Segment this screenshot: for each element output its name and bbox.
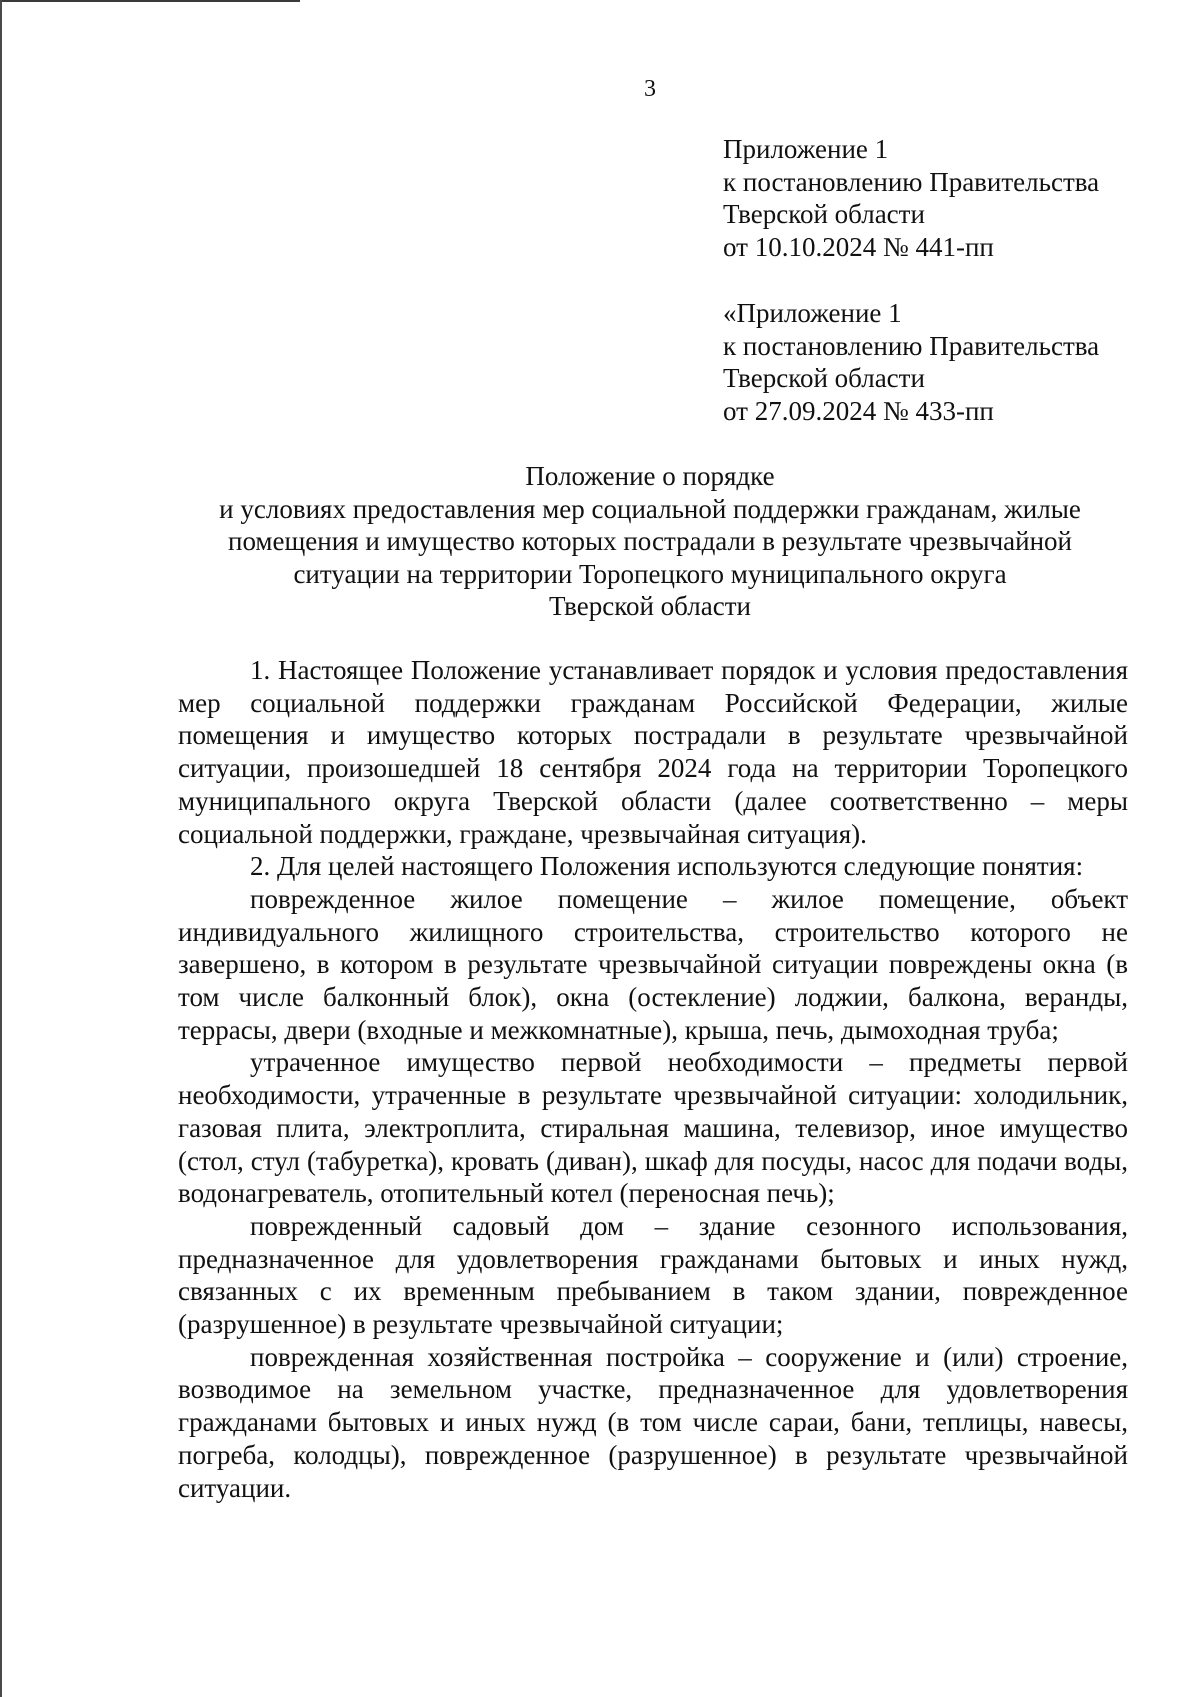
title-line: Тверской области — [549, 591, 751, 621]
page-number: 3 — [644, 76, 656, 102]
title-line: помещения и имущество которых пострадали в результате чрезвычайной — [228, 526, 1072, 556]
appendix-header-current — [723, 133, 1099, 263]
title-line: и условиях предоставления мер социальной поддержки гражданам, жилые — [219, 493, 1081, 524]
appendix-line: «Приложение 1 — [723, 298, 902, 328]
scan-edge-top — [0, 0, 300, 2]
title-line: ситуации на территории Торопецкого муниципального округа — [293, 558, 1007, 589]
appendix-header-original — [723, 297, 1099, 427]
appendix-line: от 27.09.2024 № 433-пп — [723, 395, 994, 426]
appendix-line: к постановлению Правительства — [723, 330, 1100, 361]
definition-lost-property: утраченное имущество первой необходимости – предметы первой необходимости, утраченные в результате чрезвычайной ситуации: холодильник, газовая плита, электроплита, стиральная машина, телевизор, иное имущество (стол, стул (табуретка), кровать (диван), шкаф для посуды, насос для подачи воды, водонагреватель, отопительный котел (переносная печь); — [178, 1047, 1128, 1209]
definition-damaged-outbuilding: поврежденная хозяйственная постройка – сооружение и (или) строение, возводимое на земельном участке, предназначенное для удовлетворения гражданами бытовых и иных нужд (в том числе сараи, бани, теплицы, навесы, погреба, колодцы), поврежденное (разрушенное) в результате чрезвычайной ситуации. — [178, 1341, 1128, 1503]
paragraph-2: 2. Для целей настоящего Положения используются следующие понятия: — [250, 851, 1084, 882]
document-title — [160, 460, 1140, 623]
appendix-line: Тверской области — [723, 199, 925, 229]
definition-damaged-dwelling: поврежденное жилое помещение – жилое помещение, объект индивидуального жилищного строительства, строительство которого не завершено, в котором в результате чрезвычайной ситуации повреждены окна (в том числе балконный блок), окна (остекление) лоджии, балкона, веранды, террасы, двери (входные и межкомнатные), крыша, печь, дымоходная труба; — [178, 883, 1128, 1045]
appendix-line: от 10.10.2024 № 441-пп — [723, 231, 994, 262]
document-body — [178, 654, 1128, 1504]
title-line: Положение о порядке — [525, 461, 775, 491]
appendix-line: Тверской области — [723, 363, 925, 393]
scan-edge-left — [0, 0, 2, 1697]
definition-damaged-garden-house: поврежденный садовый дом – здание сезонного использования, предназначенное для удовлетворения гражданами бытовых и иных нужд, связанных с их временным пребыванием в таком здании, поврежденное (разрушенное) в результате чрезвычайной ситуации; — [178, 1210, 1128, 1340]
appendix-line: к постановлению Правительства — [723, 166, 1100, 197]
appendix-line: Приложение 1 — [723, 134, 889, 164]
paragraph-1: 1. Настоящее Положение устанавливает порядок и условия предоставления мер социальной поддержки гражданам Российской Федерации, жилые помещения и имущество которых пострадали в результате чрезвычайной ситуации, произошедшей 18 сентября 2024 года на территории Торопецкого муниципального округа Тверской области (далее соответственно – меры социальной поддержки, граждане, чрезвычайная ситуация). — [178, 655, 1128, 849]
